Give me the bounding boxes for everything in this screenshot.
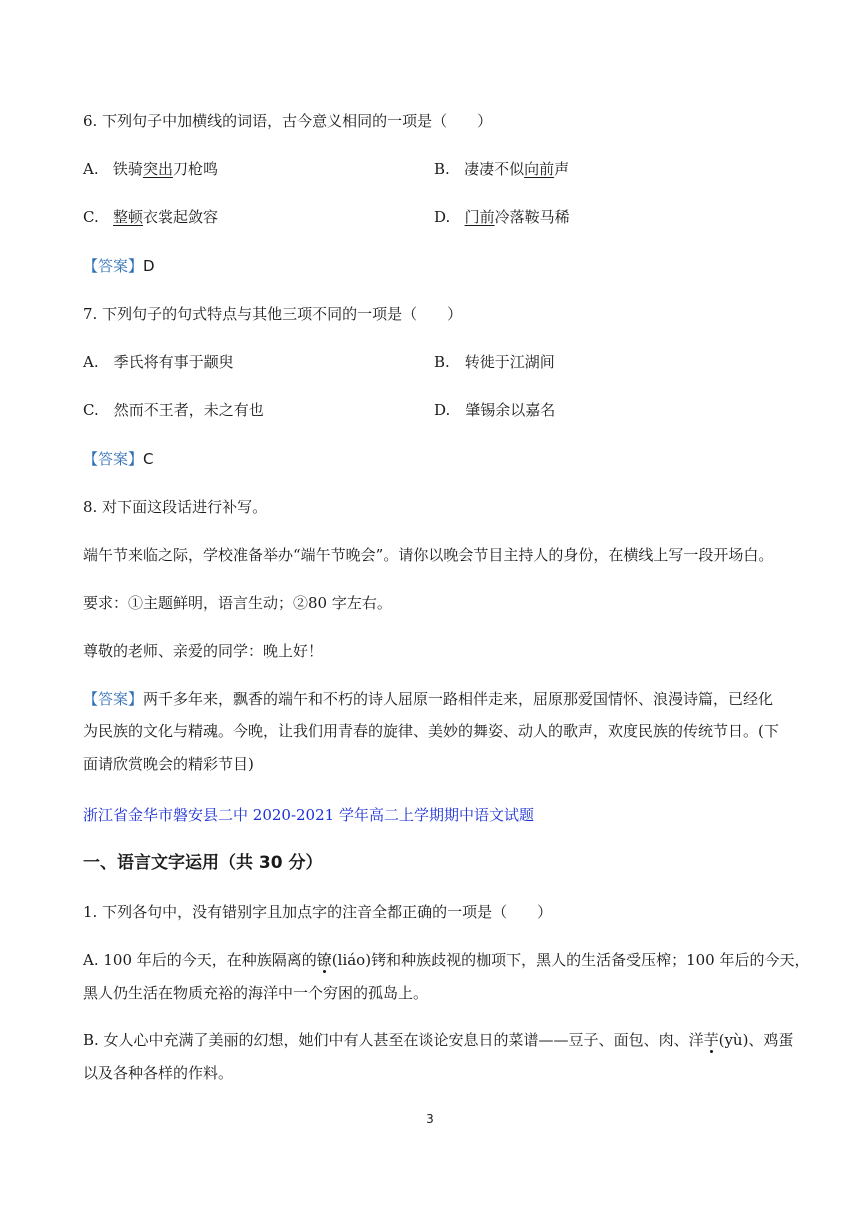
q6-a-post: 刀枪鸣 xyxy=(172,160,218,178)
q6-b-label: B. xyxy=(434,160,450,178)
q6-c-post: 衣裳起敛容 xyxy=(143,208,219,226)
q6-option-b xyxy=(434,159,814,179)
q7-option-a: A. 季氏将有事于颛臾 xyxy=(83,353,234,371)
answer-tag: 【答案】 xyxy=(83,690,144,708)
answer-tag: 【答案】 xyxy=(83,257,144,275)
q6-b-underlined: 向前 xyxy=(524,160,555,178)
q1-a-dotted-char: 镣 xyxy=(316,951,332,969)
q8-greeting: 尊敬的老师、亲爱的同学：晚上好！ xyxy=(83,642,324,660)
q6-b-post: 声 xyxy=(554,160,570,178)
q6-a-pre: 铁骑 xyxy=(112,160,143,178)
q1-stem: 1. 下列各句中，没有错别字且加点字的注音全都正确的一项是（ ） xyxy=(83,903,553,921)
q6-c-underlined: 整顿 xyxy=(113,208,144,226)
q7-option-d: D. 肇锡余以嘉名 xyxy=(434,401,556,419)
page-number: 3 xyxy=(426,1112,434,1126)
q1-b-dotted-char: 芋 xyxy=(703,1031,719,1049)
q8-stem: 8. 对下面这段话进行补写。 xyxy=(83,498,268,516)
q6-answer xyxy=(83,256,783,276)
q6-d-label: D. xyxy=(434,208,451,226)
q6-c-label: C. xyxy=(83,208,99,226)
q1-b-post: (yù)、鸡蛋 xyxy=(718,1031,794,1049)
q7-answer xyxy=(83,449,783,469)
answer-tag: 【答案】 xyxy=(83,450,144,468)
q6-b-pre: 凄凄不似 xyxy=(464,160,525,178)
q1-option-a-line-2: 黑人仍生活在物质充裕的海洋中一个穷困的孤岛上。 xyxy=(83,984,429,1002)
source-exam-link[interactable]: 浙江省金华市磐安县二中 2020-2021 学年高二上学期期中语文试题 xyxy=(83,806,534,824)
q6-stem: 6. 下列句子中加横线的词语，古今意义相同的一项是（ ） xyxy=(83,112,493,130)
q8-requirements: 要求：①主题鲜明，语言生动；②80 字左右。 xyxy=(83,594,392,612)
q7-stem: 7. 下列句子的句式特点与其他三项不同的一项是（ ） xyxy=(83,305,463,323)
q7-answer-value: C xyxy=(143,450,154,468)
q1-option-b-line-2: 以及各种各样的作料。 xyxy=(83,1064,234,1082)
q8-paragraph-1: 端午节来临之际，学校准备举办“端午节晚会”。请你以晚会节目主持人的身份，在横线上写一段开场白。 xyxy=(83,546,774,564)
q6-d-underlined: 门前 xyxy=(464,208,495,226)
q6-option-d xyxy=(434,207,814,227)
q8-answer-text-1: 两千多年来，飘香的端午和不朽的诗人屈原一路相伴走来，屈原那爱国情怀、浪漫诗篇，已经化 xyxy=(143,690,774,708)
q1-a-post: (liáo)铐和种族歧视的枷项下，黑人的生活备受压榨；100 年后的今天， xyxy=(331,951,810,969)
q8-answer-line-3: 面请欣赏晚会的精彩节目) xyxy=(83,755,254,773)
q1-option-b-line-1 xyxy=(83,1030,794,1050)
q6-d-post: 冷落鞍马稀 xyxy=(494,208,570,226)
q6-a-underlined: 突出 xyxy=(142,160,173,178)
q8-answer-line-2: 为民族的文化与精魂。今晚，让我们用青春的旋律、美妙的舞姿、动人的歌声，欢度民族的传统节日。(下 xyxy=(83,722,779,740)
q8-answer-line-1 xyxy=(83,689,783,709)
section-heading: 一、语言文字运用（共 30 分） xyxy=(83,853,323,873)
q6-answer-value: D xyxy=(143,257,155,275)
q7-option-b: B. 转徙于江湖间 xyxy=(434,353,555,371)
q7-option-c: C. 然而不王者，未之有也 xyxy=(83,401,264,419)
q1-a-pre: A. 100 年后的今天，在种族隔离的 xyxy=(83,951,317,969)
q1-b-pre: B. 女人心中充满了美丽的幻想，她们中有人甚至在谈论安息日的菜谱——豆子、面包、肉、洋 xyxy=(83,1031,704,1049)
q1-option-a-line-1 xyxy=(83,950,810,970)
q6-a-label: A. xyxy=(83,160,99,178)
